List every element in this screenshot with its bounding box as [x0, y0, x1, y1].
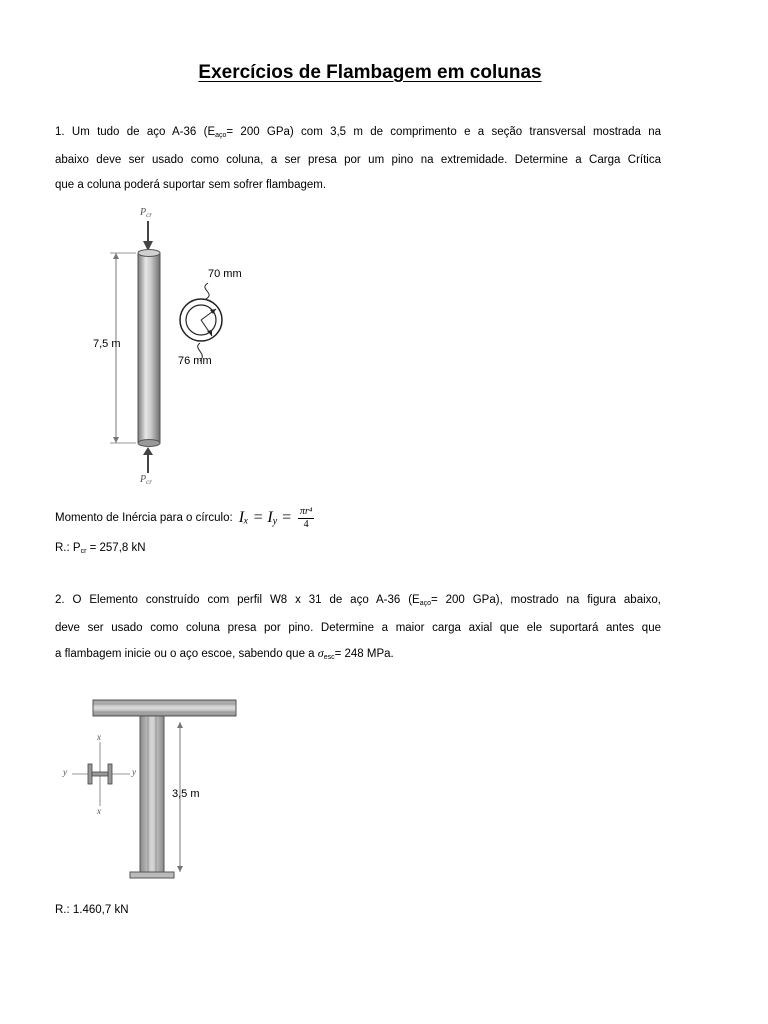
page-title: Exercícios de Flambagem em colunas: [198, 62, 542, 83]
axis-y-left-label: y: [63, 767, 67, 777]
question-2-line-3: a flambagem inicie ou o aço escoe, sabendo que a $\sigma_{esc}= 248$ MPa.: [55, 646, 394, 661]
outer-diameter-label: 76 mm: [178, 355, 212, 367]
question-1-line-1: 1. Um tudo de aço A-36 ($E_{aço}= 200$ GPa) com 3,5 m de comprimento e a seção transversal mostrada na: [55, 126, 661, 139]
question-1-line-3: que a coluna poderá suportar sem sofrer flambagem.: [55, 179, 327, 191]
question-2-text: [55, 588, 661, 670]
inertia-formula: $I_x = I_y$ = $\frac{\text{πr⁴}}{4}$: [238, 505, 313, 530]
axis-y-right-label: y: [132, 767, 136, 777]
axis-x-top-label: x: [97, 732, 101, 742]
axis-x-bottom-label: x: [97, 806, 101, 816]
question-2-answer: R.: 1.460,7 kN: [55, 904, 129, 916]
top-load-label: $P_{cr}$: [140, 207, 152, 219]
question-2-line-1: 2. O Elemento construído com perfil W8 x 31 de aço A-36 ($E_{aço}= 200$ GPa), mostrado na figura abaixo,: [55, 594, 661, 607]
bottom-load-label: $P_{cr}$: [140, 474, 152, 486]
column-length-label: 7,5 m: [93, 338, 121, 350]
question-1-text: [55, 120, 661, 198]
question-1-answer: R.: $P_{cr} = 257,8$ kN: [55, 542, 146, 555]
inertia-formula-row: [55, 500, 314, 536]
w-section-column-figure: [60, 694, 240, 884]
inner-diameter-label: 70 mm: [208, 268, 242, 280]
question-2-line-2: deve ser usado como coluna presa por pino. Determine a maior carga axial que ele suportará antes que: [55, 622, 661, 634]
question-1-line-2: abaixo deve ser usado como coluna, a ser presa por um pino na extremidade. Determine a Carga Crítica: [55, 154, 661, 166]
inertia-label: Momento de Inércia para o círculo:: [55, 512, 233, 524]
column-height-label: 3,5 m: [172, 788, 200, 800]
w-section-drawing: [60, 694, 240, 884]
